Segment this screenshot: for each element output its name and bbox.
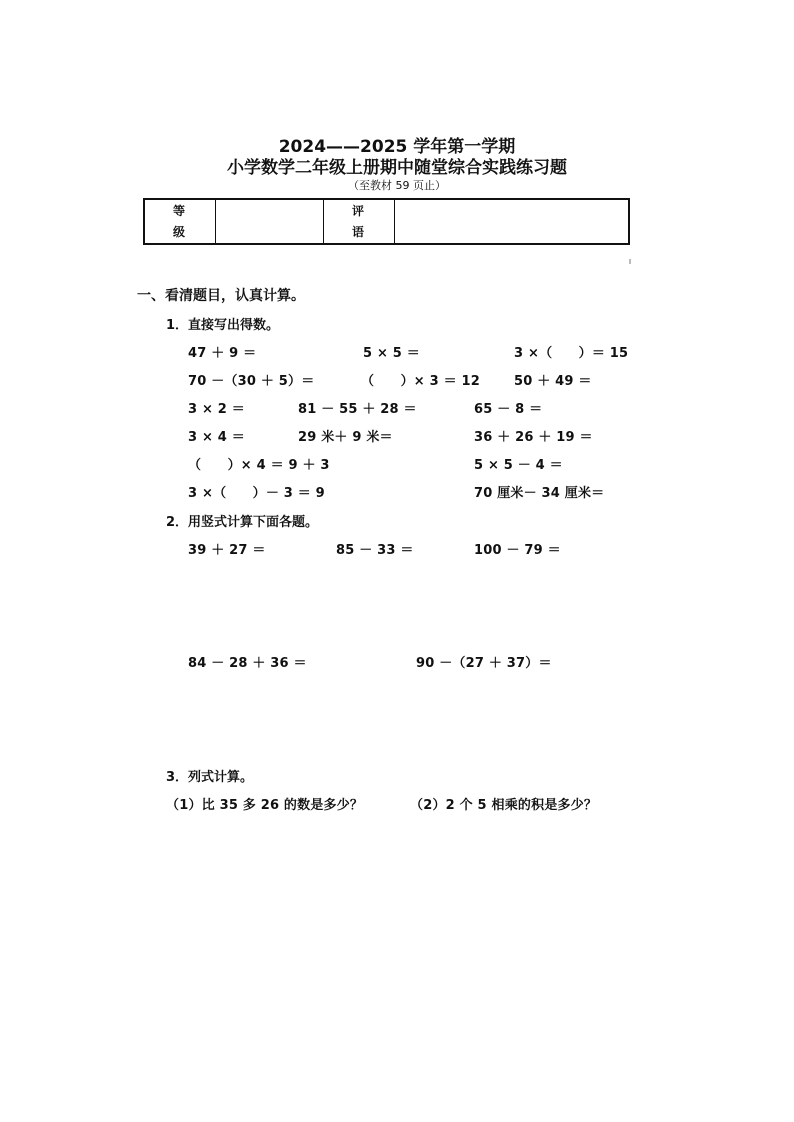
comment-label-top: 评 bbox=[352, 203, 365, 218]
vertical-calc-item: 84 － 28 ＋ 36 ＝ bbox=[188, 656, 307, 671]
word-problem-item: （1）比 35 多 26 的数是多少？ bbox=[166, 798, 364, 813]
calc-item: 29 米＋ 9 米＝ bbox=[298, 430, 393, 445]
calc-item: 3 ×（ ）－ 3 ＝ 9 bbox=[188, 486, 325, 501]
grade-value-cell[interactable] bbox=[216, 199, 324, 244]
vertical-calc-item: 39 ＋ 27 ＝ bbox=[188, 543, 266, 558]
vertical-calc-item: 90 －（27 ＋ 37）＝ bbox=[416, 656, 552, 671]
comment-value-cell[interactable] bbox=[395, 199, 630, 244]
page-title-year: 2024——2025 学年第一学期 bbox=[278, 137, 516, 157]
vertical-calc-item: 85 － 33 ＝ bbox=[336, 543, 414, 558]
vertical-calc-item: 100 － 79 ＝ bbox=[474, 543, 561, 558]
calc-item: 81 － 55 ＋ 28 ＝ bbox=[298, 402, 417, 417]
calc-item: 70 －（30 ＋ 5）＝ bbox=[188, 374, 315, 389]
calc-item: 36 ＋ 26 ＋ 19 ＝ bbox=[474, 430, 593, 445]
scan-speck bbox=[629, 259, 631, 264]
page-title-main: 小学数学二年级上册期中随堂综合实践练习题 bbox=[227, 158, 567, 178]
calc-item: （ ）× 3 ＝ 12 bbox=[361, 374, 481, 389]
comment-label-cell bbox=[324, 199, 395, 244]
part1-heading: 1．直接写出得数。 bbox=[166, 318, 280, 333]
grade-label-bottom: 级 bbox=[173, 224, 186, 239]
calc-item: 5 × 5 ＝ bbox=[363, 346, 420, 361]
section-heading: 一、看清题目，认真计算。 bbox=[137, 288, 305, 304]
calc-item: 3 × 2 ＝ bbox=[188, 402, 245, 417]
page-subtitle: （至教材 59 页止） bbox=[348, 179, 446, 192]
calc-item: 47 ＋ 9 ＝ bbox=[188, 346, 257, 361]
part3-heading: 3．列式计算。 bbox=[166, 770, 254, 785]
part2-heading: 2．用竖式计算下面各题。 bbox=[166, 515, 319, 530]
comment-label-bottom: 语 bbox=[352, 224, 365, 239]
grade-label-top: 等 bbox=[173, 203, 186, 218]
calc-item: （ ）× 4 ＝ 9 ＋ 3 bbox=[188, 458, 330, 473]
calc-item: 5 × 5 － 4 ＝ bbox=[474, 458, 563, 473]
calc-item: 70 厘米－ 34 厘米＝ bbox=[474, 486, 605, 501]
calc-item: 50 ＋ 49 ＝ bbox=[514, 374, 592, 389]
calc-item: 3 ×（ ）＝ 15 bbox=[514, 346, 629, 361]
word-problem-item: （2）2 个 5 相乘的积是多少？ bbox=[410, 798, 598, 813]
calc-item: 3 × 4 ＝ bbox=[188, 430, 245, 445]
grade-table bbox=[143, 198, 630, 245]
grade-label-cell bbox=[144, 199, 216, 244]
calc-item: 65 － 8 ＝ bbox=[474, 402, 543, 417]
